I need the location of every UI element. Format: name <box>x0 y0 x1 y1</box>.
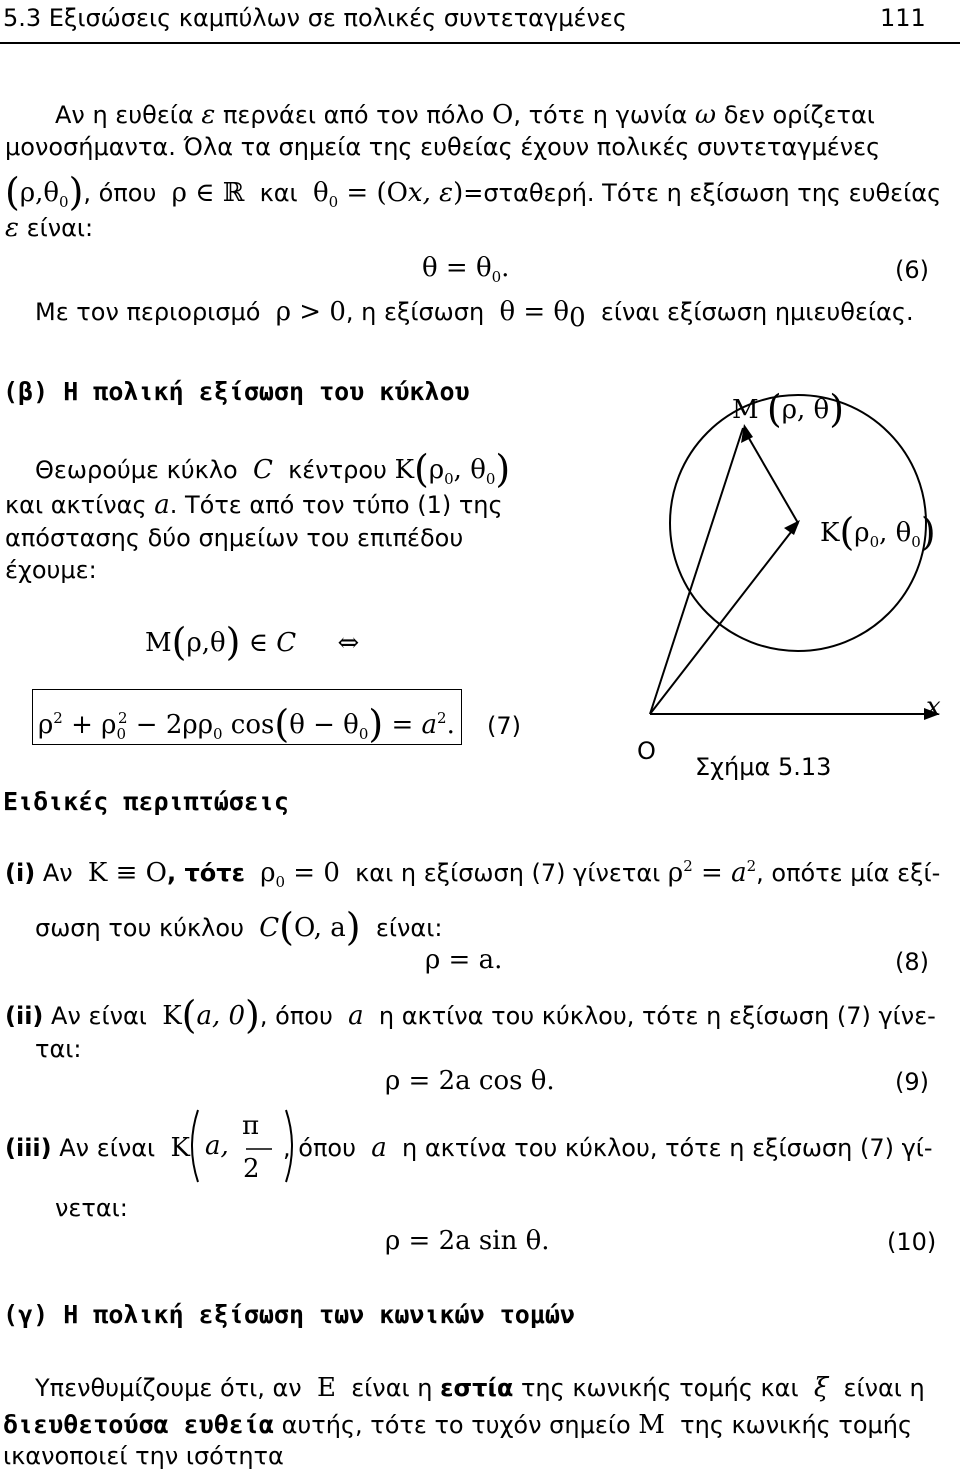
figure-circle-polar <box>560 380 955 800</box>
section-header: 5.3 Εξισώσεις καμπύλων σε πολικές συντεταγμένες <box>3 4 627 32</box>
figure-label-x: x <box>926 692 941 722</box>
p1-line1: Αν η ευθεία ε περνάει από τον πόλο O, τότε η γωνία ω δεν ορίζεται <box>55 100 875 130</box>
heading-special-cases: Ειδικές περιπτώσεις <box>3 787 289 816</box>
beta-line2: και ακτίνας a. Τότε από τον τύπο (1) της <box>5 490 503 520</box>
equation-10-number: (10) <box>887 1228 937 1256</box>
gamma-line2: διευθετούσα ευθεία αυτής, τότε το τυχόν σημείο M της κωνικής τομής <box>3 1410 913 1440</box>
equation-10: ρ = 2a sin θ. <box>385 1226 550 1256</box>
p1-line2: μονοσήμαντα. Όλα τα σημεία της ευθείας έχουν πολικές συντεταγμένες <box>5 133 881 161</box>
segment-OK <box>650 523 798 714</box>
header-rule <box>0 42 960 44</box>
equation-9-number: (9) <box>895 1068 929 1096</box>
gamma-line1: Υπενθυμίζουμε ότι, αν E είναι η εστία της κωνικής τομής και ξ είναι η <box>35 1373 925 1403</box>
heading-gamma: (γ) Η πολική εξίσωση των κωνικών τομών <box>3 1300 575 1329</box>
case-i-line1: (i) Αν K ≡ O, τότε $\rho_0 = 0$ και η εξίσωση (7) γίνεται $\rho^2 = a^2$, οπότε μία εξί- <box>5 857 941 891</box>
case-i-line2: σωση του κύκλου C(O, a) είναι: <box>35 905 443 949</box>
case-iii-two: 2 <box>243 1154 260 1184</box>
equation-7: $\rho^2 + \rho_0^2 - 2\rho\rho_0$ $\cos(\theta - \theta_0) = a^2$. <box>38 702 455 746</box>
beta-line3: απόστασης δύο σημείων του επιπέδου <box>5 524 464 552</box>
case-iii-line1-tail: , όπου a η ακτίνα του κύκλου, τότε η εξίσωση (7) γί- <box>283 1133 933 1163</box>
p1-line3: $(\rho,\theta_0)$, όπου ρ ∈ ℝ και $\theta_0 = (Ox$, ε)=σταθερή. Τότε η εξίσωση της ευθείας <box>5 170 942 214</box>
gamma-line3: ικανοποιεί την ισότητα <box>3 1442 284 1470</box>
figure-label-K: $K(\rho_0$, $\theta_0$) <box>820 510 936 554</box>
case-iii-line1: (iii) Αν είναι K <box>5 1133 190 1163</box>
equation-6-number: (6) <box>895 256 929 284</box>
equation-8-number: (8) <box>895 948 929 976</box>
equation-9: ρ = 2a cos θ. <box>385 1066 555 1096</box>
case-ii-line2: ται: <box>35 1035 82 1063</box>
case-iii-pi: π <box>242 1111 260 1141</box>
p1-line5: Με τον περιορισμό ρ > 0, η εξίσωση $\theta = \theta_0$ είναι εξίσωση ημιευθείας. <box>35 297 914 333</box>
equation-6: $\theta = \theta_0$. <box>422 253 510 286</box>
figure-label-O: O <box>637 737 656 765</box>
equation-8: ρ = a. <box>425 945 503 975</box>
p1-line4: ε είναι: <box>5 213 94 243</box>
beta-line1: Θεωρούμε κύκλο C κέντρου $K(\rho_0$, $\theta_0$) <box>35 447 511 491</box>
segment-MK <box>743 428 798 523</box>
membership-relation: M(ρ,θ) ∈ C ⇔ <box>145 620 360 664</box>
figure-caption: Σχήμα 5.13 <box>695 753 832 781</box>
page-number: 111 <box>880 4 926 32</box>
case-iii-line2: νεται: <box>55 1194 128 1222</box>
equation-7-number: (7) <box>487 712 521 740</box>
case-iii-a: a, <box>205 1131 229 1161</box>
figure-label-M: M (ρ, θ) <box>732 387 845 431</box>
segment-OM <box>650 428 743 714</box>
beta-line4: έχουμε: <box>5 556 97 584</box>
heading-beta: (β) Η πολική εξίσωση του κύκλου <box>3 377 470 406</box>
arrowhead-K <box>784 520 800 535</box>
case-ii-line1: (ii) Αν είναι K(a, 0), όπου a η ακτίνα του κύκλου, τότε η εξίσωση (7) γίνε- <box>5 993 936 1037</box>
